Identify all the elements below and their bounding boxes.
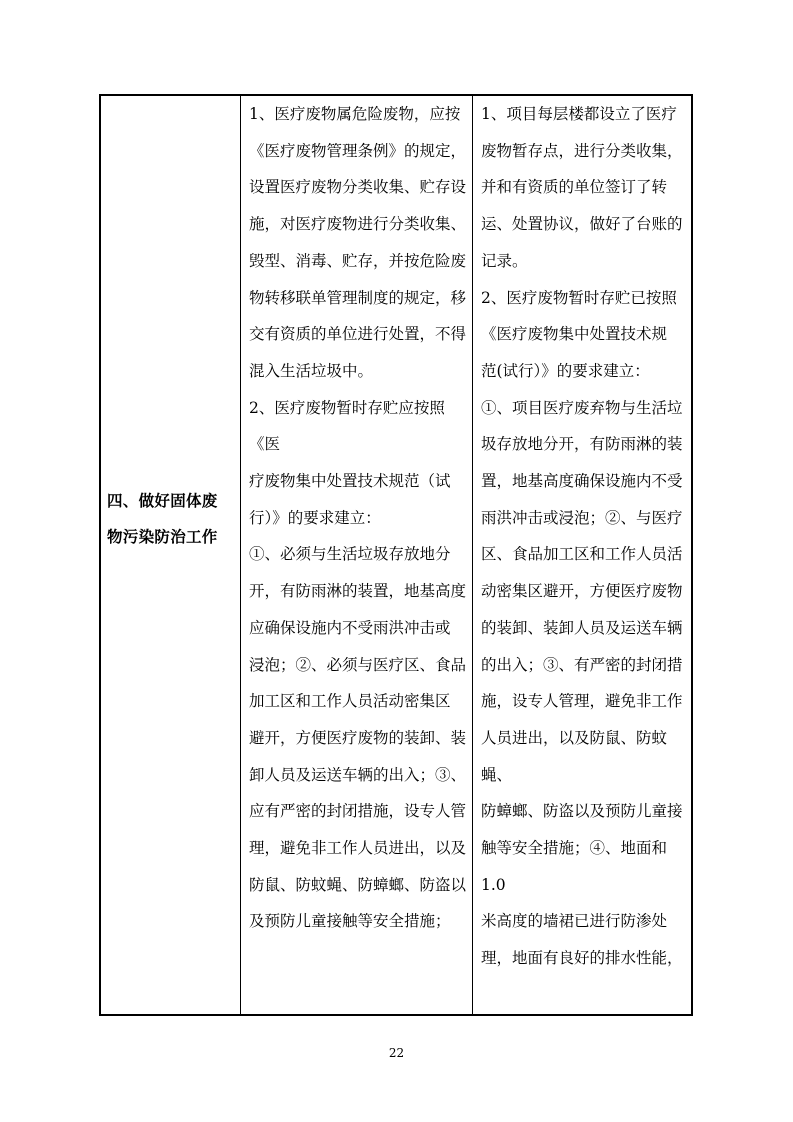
page-number: 22 — [388, 1046, 405, 1060]
implementation-text: 1、项目每层楼都设立了医疗 废物暂存点，进行分类收集， 并和有资质的单位签订了转 运、处置协议，做好了台账的 记录。 2、医疗废物暂时存贮已按照 《医疗废物集中处置技术规 范(试行）》的要求建立： ①、项目医疗废弃物与生活垃 圾存放地分开，有防雨淋的装 置，地基高度确保设施内不受 雨洪冲击或浸泡；②、与医疗 区、食品加工区和工作人员活 动密集区避开，方便医疗废物 的装卸、装卸人员及运送车辆 的出入；③、有严密的封闭措 施，设专人管理，避免非工作 人员进出，以及防鼠、防蚊蝇、 防蟑螂、防盗以及预防儿童接 触等安全措施；④、地面和 1.0 米高度的墙裙已进行防渗处 理，地面有良好的排水性能， — [481, 105, 683, 968]
section-heading: 四、做好固体废 物污染防治工作 — [107, 492, 218, 546]
heading-column — [101, 96, 241, 1014]
requirement-column — [241, 96, 473, 1014]
implementation-column — [473, 96, 691, 1014]
content-table — [99, 94, 693, 1016]
requirement-text: 1、医疗废物属危险废物，应按 《医疗废物管理条例》的规定， 设置医疗废物分类收集、贮存设 施，对医疗废物进行分类收集、 毁型、消毒、贮存，并按危险废 物转移联单管理制度的规定，移 交有资质的单位进行处置，不得 混入生活垃圾中。 2、医疗废物暂时存贮应按照《医 疗废物集中处置技术规范（试 行）》的要求建立： ①、必须与生活垃圾存放地分 开，有防雨淋的装置，地基高度 应确保设施内不受雨洪冲击或 浸泡；②、必须与医疗区、食品 加工区和工作人员活动密集区 避开，方便医疗废物的装卸、装 卸人员及运送车辆的出入；③、 应有严密的封闭措施，设专人管 理，避免非工作人员进出，以及 防鼠、防蚊蝇、防蟑螂、防盗以 及预防儿童接触等安全措施； — [249, 105, 467, 931]
